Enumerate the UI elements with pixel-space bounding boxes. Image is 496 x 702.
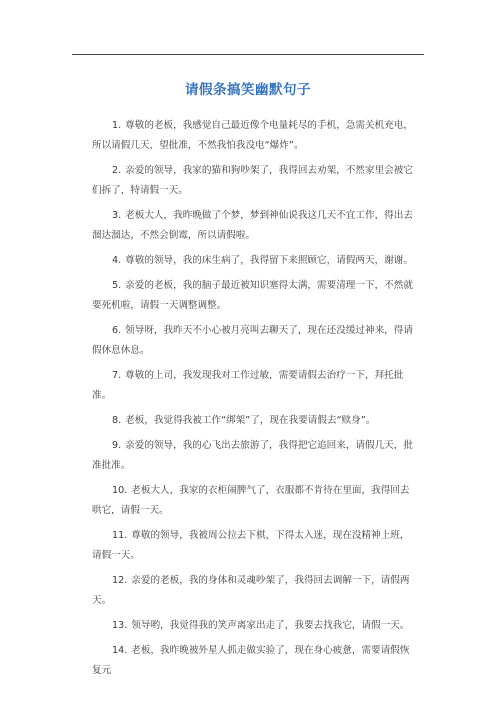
list-item bbox=[92, 366, 418, 406]
item-number: 11. bbox=[112, 530, 128, 541]
header-rule bbox=[72, 54, 424, 55]
item-number: 14. bbox=[112, 645, 128, 656]
list-item bbox=[92, 206, 418, 246]
item-text: 老板，我觉得我被工作“绑架”了，现在我要请假去“赎身”。 bbox=[125, 415, 376, 426]
list-item bbox=[92, 616, 418, 636]
item-text: 老板，我昨晚被外星人抓走做实验了，现在身心疲惫，需要请假恢复元 bbox=[92, 645, 410, 676]
list-item bbox=[92, 436, 418, 476]
list-item bbox=[92, 276, 418, 316]
item-number: 3. bbox=[112, 210, 122, 221]
item-text: 尊敬的老板，我感觉自己最近像个电量耗尽的手机，急需关机充电，所以请假几天，望批准，不然我怕我没电“爆炸”。 bbox=[92, 120, 413, 151]
item-text: 亲爱的老板，我的身体和灵魂吵架了，我得回去调解一下，请假两天。 bbox=[92, 575, 410, 606]
item-number: 2. bbox=[112, 165, 122, 176]
content-list bbox=[92, 116, 418, 686]
list-item bbox=[92, 251, 418, 271]
item-text: 尊敬的领导，我被周公拉去下棋，下得太入迷，现在没精神上班，请假一天。 bbox=[92, 530, 410, 561]
list-item bbox=[92, 526, 418, 566]
item-number: 13. bbox=[112, 620, 128, 631]
item-number: 6. bbox=[112, 325, 122, 336]
item-text: 尊敬的领导，我的床生病了，我得留下来照顾它，请假两天，谢谢。 bbox=[125, 255, 413, 266]
list-item bbox=[92, 641, 418, 681]
item-text: 尊敬的上司，我发现我对工作过敏，需要请假去治疗一下，拜托批准。 bbox=[92, 370, 404, 401]
list-item bbox=[92, 411, 418, 431]
item-text: 领导哟，我觉得我的笑声离家出走了，我要去找我它，请假一天。 bbox=[131, 620, 410, 631]
list-item bbox=[92, 161, 418, 201]
item-number: 7. bbox=[112, 370, 122, 381]
item-text: 亲爱的领导，我家的猫和狗吵架了，我得回去劝架，不然家里会被它们拆了，特请假一天。 bbox=[92, 165, 413, 196]
list-item bbox=[92, 481, 418, 521]
list-item bbox=[92, 321, 418, 361]
document-title: 请假条搞笑幽默句子 bbox=[185, 82, 311, 98]
item-text: 领导呀，我昨天不小心被月亮叫去聊天了，现在还没缓过神来，得请假休息休息。 bbox=[92, 325, 413, 356]
item-number: 10. bbox=[112, 485, 128, 496]
item-text: 亲爱的领导，我的心飞出去旅游了，我得把它追回来，请假几天，批准批准。 bbox=[92, 440, 413, 471]
item-number: 4. bbox=[112, 255, 122, 266]
item-text: 老板大人，我家的衣柜闹脾气了，衣服都不肯待在里面，我得回去哄它，请假一天。 bbox=[92, 485, 410, 516]
list-item bbox=[92, 571, 418, 611]
item-number: 1. bbox=[112, 120, 122, 131]
list-item bbox=[92, 116, 418, 156]
item-number: 8. bbox=[112, 415, 122, 426]
item-text: 亲爱的老板，我的脑子最近被知识塞得太满，需要清理一下，不然就要死机啦，请假一天调整调整。 bbox=[92, 280, 413, 311]
item-number: 5. bbox=[112, 280, 122, 291]
item-number: 9. bbox=[112, 440, 122, 451]
item-text: 老板大人，我昨晚做了个梦，梦到神仙说我这几天不宜工作，得出去溜达溜达，不然会倒霉，所以请假啦。 bbox=[92, 210, 413, 241]
item-number: 12. bbox=[112, 575, 128, 586]
